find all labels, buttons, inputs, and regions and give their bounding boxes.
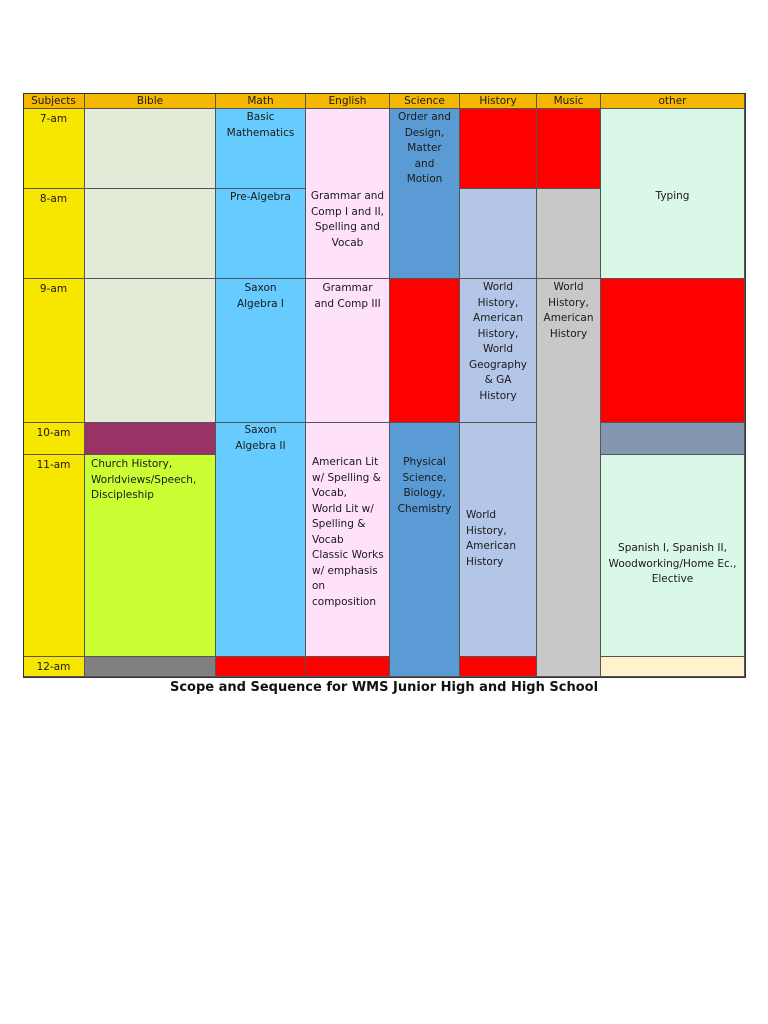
header-other: other bbox=[601, 93, 745, 109]
english-block-12am bbox=[306, 657, 390, 677]
music-block-world-american-history: World History, American History bbox=[537, 279, 601, 677]
bible-block-12am bbox=[85, 657, 216, 677]
history-block-world-american-history: World History, American History bbox=[460, 423, 537, 657]
time-label-7-am: 7-am bbox=[23, 109, 85, 189]
header-music: Music bbox=[537, 93, 601, 109]
header-math: Math bbox=[216, 93, 306, 109]
header-bible: Bible bbox=[85, 93, 216, 109]
math-block-saxon-algebra-1: Saxon Algebra I bbox=[216, 279, 306, 423]
history-block-world-history-geography: World History, American History, World Geography & GA History bbox=[460, 279, 537, 423]
history-block-7am bbox=[460, 109, 537, 189]
header-history: History bbox=[460, 93, 537, 109]
math-block-pre-algebra: Pre-Algebra bbox=[216, 189, 306, 279]
header-science: Science bbox=[390, 93, 460, 109]
header-english: English bbox=[306, 93, 390, 109]
other-block-12am bbox=[601, 657, 745, 677]
math-block-saxon-algebra-2: Saxon Algebra II bbox=[216, 423, 306, 657]
time-label-8-am: 8-am bbox=[23, 189, 85, 279]
bible-block-9am bbox=[85, 279, 216, 423]
math-block-basic-mathematics: Basic Mathematics bbox=[216, 109, 306, 189]
other-block-spanish-woodworking: Spanish I, Spanish II, Woodworking/Home Ec., Elective bbox=[601, 455, 745, 657]
other-block-9am bbox=[601, 279, 745, 423]
time-label-11-am: 11-am bbox=[23, 455, 85, 657]
bible-block-church-history: Church History, Worldviews/Speech, Discipleship bbox=[85, 455, 216, 657]
english-block-grammar-comp-3: Grammar and Comp III bbox=[306, 279, 390, 423]
music-block-8am bbox=[537, 189, 601, 279]
science-block-order-and-design: Order and Design, Matter and Motion bbox=[390, 109, 460, 279]
english-block-grammar-comp-1-2: Grammar and Comp I and II, Spelling and Vocab bbox=[306, 109, 390, 279]
time-label-10-am: 10-am bbox=[23, 423, 85, 455]
science-block-9am bbox=[390, 279, 460, 423]
bible-block-8am bbox=[85, 189, 216, 279]
english-block-american-lit: American Lit w/ Spelling & Vocab, World Lit w/ Spelling & Vocab Classic Works w/ emphasis on composition bbox=[306, 423, 390, 657]
time-label-12-am: 12-am bbox=[23, 657, 85, 677]
history-block-8am bbox=[460, 189, 537, 279]
bible-block-10am bbox=[85, 423, 216, 455]
header-subjects: Subjects bbox=[23, 93, 85, 109]
other-block-typing: Typing bbox=[601, 109, 745, 279]
math-block-12am bbox=[216, 657, 306, 677]
caption: Scope and Sequence for WMS Junior High and High School bbox=[169, 680, 599, 695]
history-block-12am bbox=[460, 657, 537, 677]
music-block-7am bbox=[537, 109, 601, 189]
bible-block-7am bbox=[85, 109, 216, 189]
science-block-physical-science: Physical Science, Biology, Chemistry bbox=[390, 423, 460, 677]
time-label-9-am: 9-am bbox=[23, 279, 85, 423]
other-block-10am bbox=[601, 423, 745, 455]
